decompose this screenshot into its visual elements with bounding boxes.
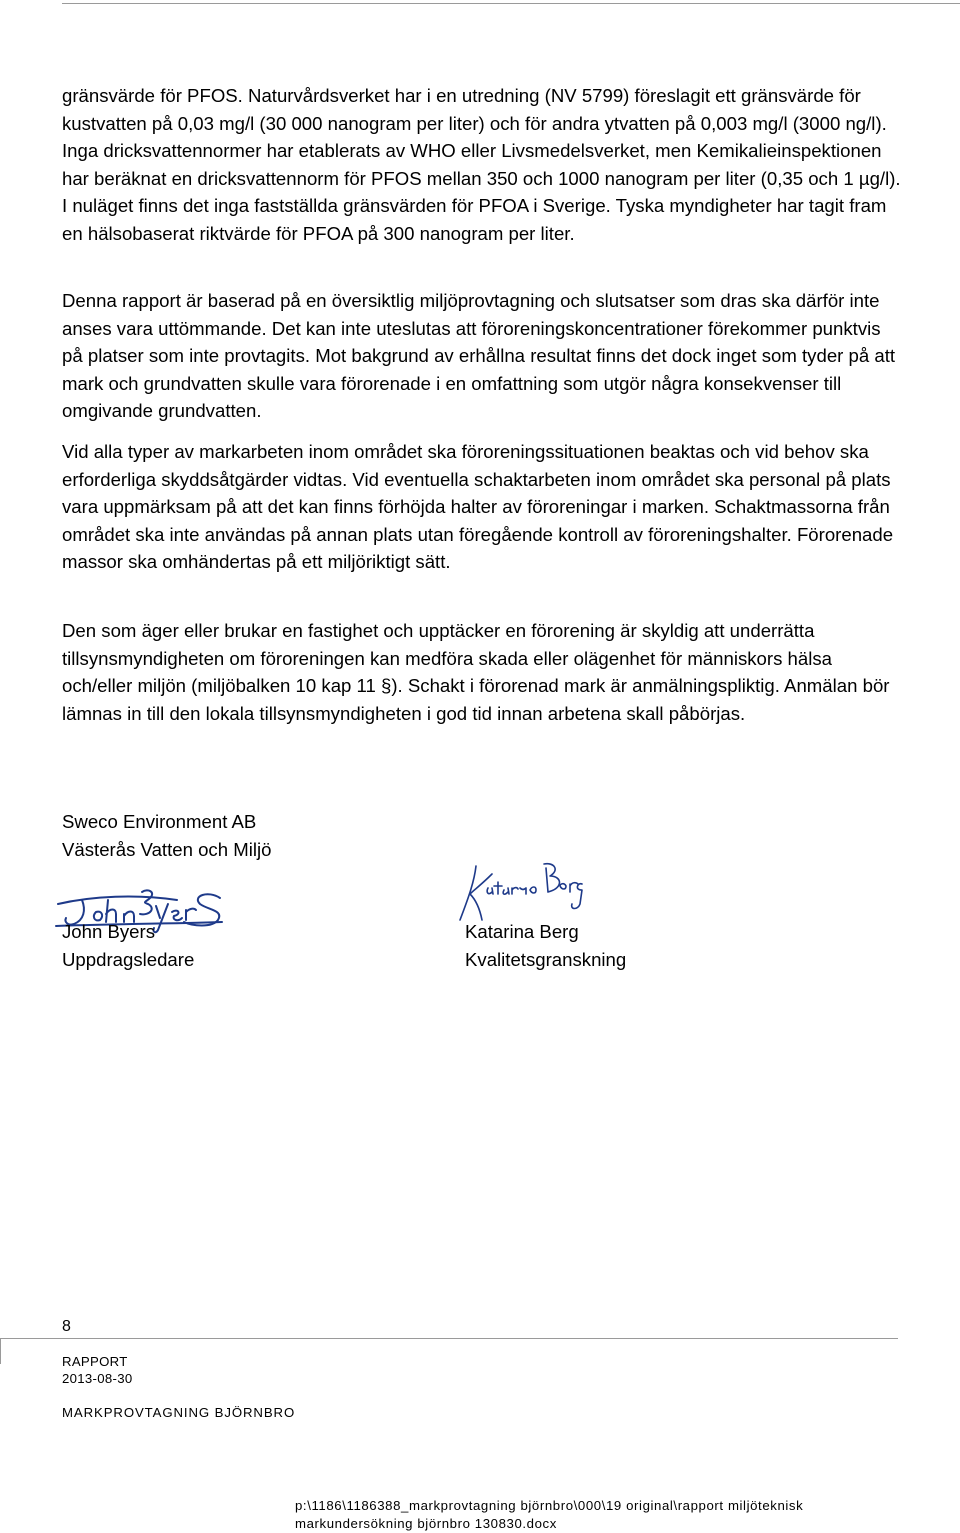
footer-rule — [0, 1338, 898, 1339]
paragraph-text: Den som äger eller brukar en fastighet och upptäcker en förorening är skyldig att underrätta tillsynsmyndigheten om föroreningen kan medföra skada eller olägenhet för människors hälsa och/eller miljön (miljöbalken 10 kap 11 §). Schakt i förorenad mark är anmälningspliktig. Anmälan bör lämnas in till den lokala tillsynsmyndigheten i god tid innan arbetena skall påbörjas. — [62, 620, 890, 724]
footer-doc-type: RAPPORT — [62, 1354, 128, 1369]
signer-name: John Byers — [62, 921, 156, 942]
signer-john-byers — [62, 918, 194, 973]
page-number: 8 — [62, 1318, 71, 1335]
company-name-sweco: Sweco Environment AB — [62, 811, 257, 832]
file-path-line: p:\1186\1186388_markprovtagning björnbro\000\19 original\rapport miljöteknisk — [295, 1498, 804, 1513]
paragraph-report-basis — [62, 287, 902, 425]
paragraph-pfos-limits — [62, 82, 902, 247]
paragraph-groundwork — [62, 438, 902, 576]
footer-file-path — [295, 1497, 803, 1533]
footer-date: 2013-08-30 — [62, 1371, 133, 1386]
footer-rule-tick — [0, 1338, 1, 1364]
file-path-line: markundersökning björnbro 130830.docx — [295, 1516, 557, 1531]
signature-companies — [62, 808, 271, 863]
paragraph-text: Denna rapport är baserad på en översiktlig miljöprovtagning och slutsatser som dras ska därför inte anses vara uttömmande. Det kan inte uteslutas att föroreningskoncentrationer förekommer punktvis på platser som inte provtagits. Mot bakgrund av erhållna resultat finns det dock inget som tyder på att mark och grundvatten skulle vara förorenade i en omfattning som utgör några konsekvenser till omgivande grundvatten. — [62, 290, 896, 421]
signer-role: Kvalitetsgranskning — [465, 948, 627, 970]
footer-project-title: MARKPROVTAGNING BJÖRNBRO — [62, 1405, 296, 1420]
paragraph-text: Vid alla typer av markarbeten inom området ska föroreningssituationen beaktas och vid behov ska erforderliga skyddsåtgärder vidtas. Vid eventuella schaktarbeten inom området ska personal på plats vara uppmärksam på att det kan finns förhöjda halter av föroreningar i marken. Schaktmassorna från området ska inte användas på annan plats utan föregående kontroll av föroreningshalter. Förorenade massor ska omhändertas på ett miljöriktigt sätt. — [62, 441, 894, 572]
paragraph-notification-duty — [62, 617, 902, 727]
paragraph-text: gränsvärde för PFOS. Naturvårdsverket har i en utredning (NV 5799) föreslagit ett gränsvärde för kustvatten på 0,03 mg/l (30 000 nanogram per liter) och för andra ytvatten på 0,003 mg/l (3000 ng/l). Inga dricksvattennormer har etablerats av WHO eller Livsmedelsverket, men Kemikalieinspektionen har beräknat en dricksvattennorm för PFOS mellan 350 och 1000 nanogram per liter (0,35 och 1 µg/l). I nuläget finns det inga fastställda gränsvärden för PFOA i Sverige. Tyska myndigheter har tagit fram en hälsobaserat riktvärde för PFOA på 300 nanogram per liter. — [62, 85, 901, 244]
signer-katarina-berg — [465, 918, 626, 973]
signer-name: Katarina Berg — [465, 921, 579, 942]
top-rule — [62, 3, 960, 4]
company-name-vasteras: Västerås Vatten och Miljö — [62, 838, 272, 860]
signer-role: Uppdragsledare — [62, 948, 195, 970]
